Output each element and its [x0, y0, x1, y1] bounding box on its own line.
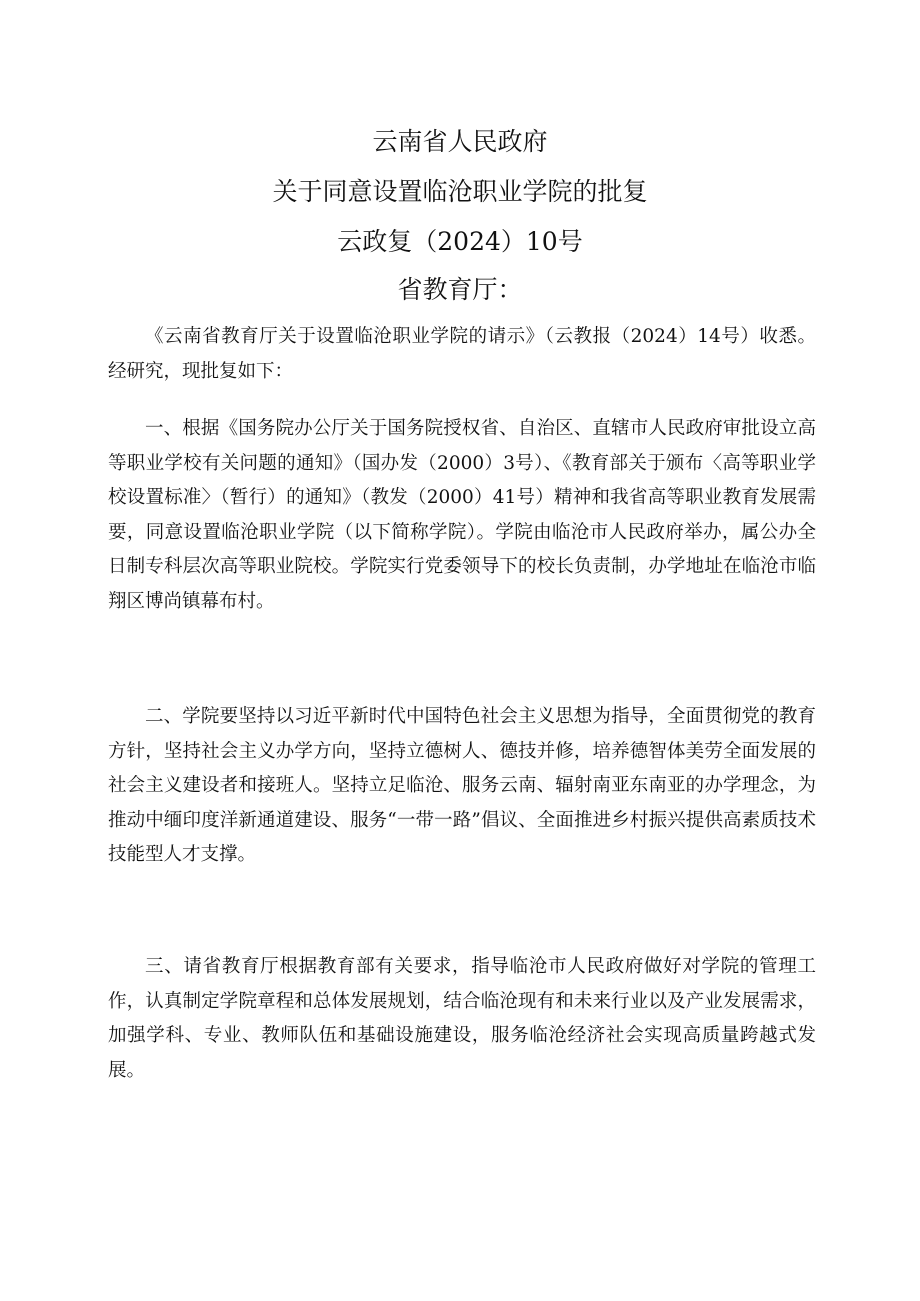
paragraph-item-1: 一、根据《国务院办公厅关于国务院授权省、自治区、直辖市人民政府审批设立高等职业学校有关问题的通知》（国办发（2000）3号）、《教育部关于颁布〈高等职业学校设置标准〉（暂行）的通知》（教发（2000）41号）精神和我省高等职业教育发展需要，同意设置临沧职业学院（以下简称学院）。学院由临沧市人民政府举办，属公办全日制专科层次高等职业院校。学院实行党委领导下的校长负责制，办学地址在临沧市临翔区博尚镇幕布村。 [108, 418, 816, 612]
issuer-heading: 云南省人民政府 [372, 127, 548, 156]
recipient-line: 省教育厅： [397, 275, 523, 304]
document-number: 云政复（2024）10号 [337, 227, 583, 256]
document-title: 关于同意设置临沧职业学院的批复 [272, 177, 648, 206]
paragraph-item-2: 二、学院要坚持以习近平新时代中国特色社会主义思想为指导，全面贯彻党的教育方针，坚持社会主义办学方向，坚持立德树人、德技并修，培养德智体美劳全面发展的社会主义建设者和接班人。坚持立足临沧、服务云南、辐射南亚东南亚的办学理念，为推动中缅印度洋新通道建设、服务“一带一路”倡议、全面推进乡村振兴提供高素质技术技能型人才支撑。 [108, 706, 816, 865]
paragraph-item-3: 三、请省教育厅根据教育部有关要求，指导临沧市人民政府做好对学院的管理工作，认真制定学院章程和总体发展规划，结合临沧现有和未来行业以及产业发展需求，加强学科、专业、教师队伍和基础设施建设，服务临沧经济社会实现高质量跨越式发展。 [108, 956, 816, 1081]
paragraph-intro: 《云南省教育厅关于设置临沧职业学院的请示》（云教报（2024）14号）收悉。经研究，现批复如下： [108, 326, 816, 382]
